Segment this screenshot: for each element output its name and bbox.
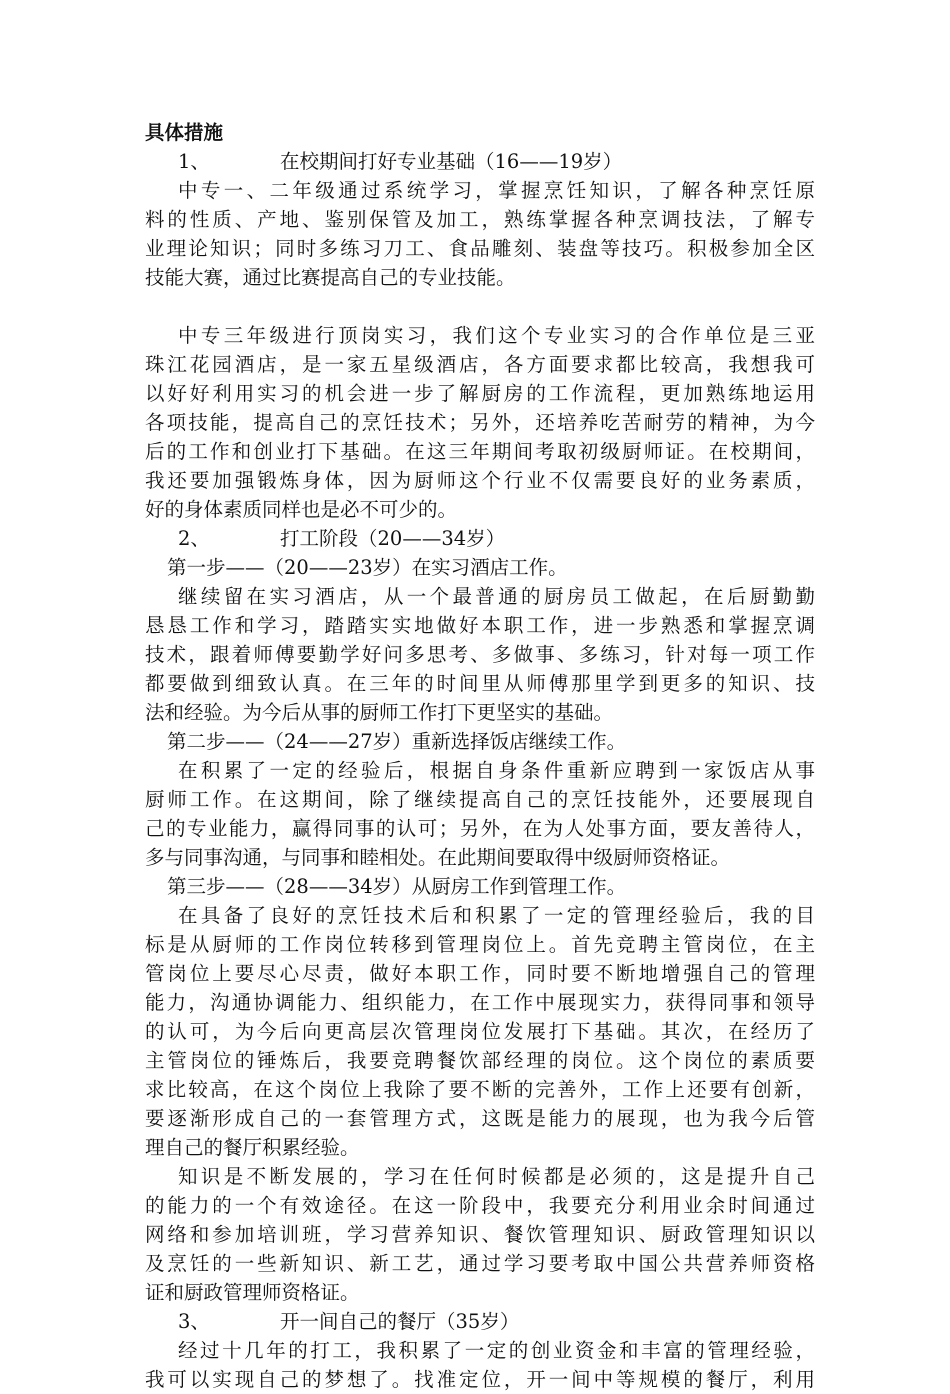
text-line: 我还要加强锻炼身体，因为厨师这个行业不仅需要良好的业务素质， [145, 469, 815, 492]
section-title: 打工阶段（20——34岁） [280, 527, 506, 550]
step-2-heading: 第二步——（24——27岁）重新选择饭店继续工作。 [167, 730, 627, 753]
section-1-heading [145, 147, 815, 176]
text-line: 料的性质、产地、鉴别保管及加工，熟练掌握各种烹调技法，了解专 [145, 208, 815, 231]
text-line: 主管岗位的锤炼后，我要竞聘餐饮部经理的岗位。这个岗位的素质要 [145, 1049, 815, 1072]
text-line: 己的专业能力，赢得同事的认可；另外，在为人处事方面，要友善待人， [145, 817, 815, 840]
section-number: 1、 [178, 150, 210, 173]
text-line: 业理论知识；同时多练习刀工、食品雕刻、装盘等技巧。积极参加全区 [145, 237, 815, 260]
text-line: 以好好利用实习的机会进一步了解厨房的工作流程，更加熟练地运用 [145, 382, 815, 405]
text-line: 管岗位上要尽心尽责，做好本职工作，同时要不断地增强自己的管理 [145, 962, 815, 985]
text-line: 好的身体素质同样也是必不可少的。 [145, 498, 458, 521]
paragraph-step-1 [145, 582, 815, 727]
text-line: 都要做到细致认真。在三年的时间里从师傅那里学到更多的知识、技 [145, 672, 815, 695]
paragraph-s1-p2 [145, 321, 815, 524]
step-3-heading: 第三步——（28——34岁）从厨房工作到管理工作。 [167, 875, 627, 898]
text-line: 中专一、二年级通过系统学习，掌握烹饪知识，了解各种烹饪原 [178, 179, 815, 202]
section-number: 3、 [178, 1310, 210, 1333]
text-line: 恳恳工作和学习，踏踏实实地做好本职工作，进一步熟悉和掌握烹调 [145, 614, 815, 637]
text-line: 经过十几年的打工，我积累了一定的创业资金和丰富的管理经验， [178, 1339, 815, 1362]
text-line: 多与同事沟通，与同事和睦相处。在此期间要取得中级厨师资格证。 [145, 846, 731, 869]
text-line: 珠江花园酒店，是一家五星级酒店，各方面要求都比较高，我想我可 [145, 353, 815, 376]
text-line: 标是从厨师的工作岗位转移到管理岗位上。首先竞聘主管岗位，在主 [145, 933, 815, 956]
heading: 具体措施 [145, 121, 224, 144]
text-line: 我可以实现自己的梦想了。找准定位，开一间中等规模的餐厅，利用 [145, 1368, 815, 1391]
text-line: 求比较高，在这个岗位上我除了要不断的完善外，工作上还要有创新， [145, 1078, 815, 1101]
text-line: 厨师工作。在这期间，除了继续提高自己的烹饪技能外，还要展现自 [145, 788, 815, 811]
paragraph-step-2 [145, 756, 815, 872]
text-line: 证和厨政管理师资格证。 [145, 1281, 360, 1304]
paragraph-s3 [145, 1336, 815, 1394]
text-line: 的能力的一个有效途径。在这一阶段中，我要充分利用业余时间通过 [145, 1194, 815, 1217]
blank-line [145, 292, 815, 321]
text-line: 在积累了一定的经验后，根据自身条件重新应聘到一家饭店从事 [178, 759, 815, 782]
section-number: 2、 [178, 527, 210, 550]
text-line: 的认可，为今后向更高层次管理岗位发展打下基础。其次，在经历了 [145, 1020, 815, 1043]
text-line: 知识是不断发展的，学习在任何时候都是必须的，这是提升自己 [178, 1165, 815, 1188]
text-line: 要逐渐形成自己的一套管理方式，这既是能力的展现，也为我今后管 [145, 1107, 815, 1130]
text-line: 法和经验。为今后从事的厨师工作打下更坚实的基础。 [145, 701, 614, 724]
text-line: 技能大赛，通过比赛提高自己的专业技能。 [145, 266, 516, 289]
text-line: 后的工作和创业打下基础。在这三年期间考取初级厨师证。在校期间， [145, 440, 815, 463]
text-line: 各项技能，提高自己的烹饪技术；另外，还培养吃苦耐劳的精神，为今 [145, 411, 815, 434]
text-line: 网络和参加培训班，学习营养知识、餐饮管理知识、厨政管理知识以 [145, 1223, 815, 1246]
text-line: 及烹饪的一些新知识、新工艺，通过学习要考取中国公共营养师资格 [145, 1252, 815, 1275]
document-body [145, 118, 815, 1394]
paragraph-knowledge [145, 1162, 815, 1307]
step-1-heading: 第一步——（20——23岁）在实习酒店工作。 [167, 556, 568, 579]
text-line: 在具备了良好的烹饪技术后和积累了一定的管理经验后，我的目 [178, 904, 815, 927]
text-line: 能力，沟通协调能力、组织能力，在工作中展现实力，获得同事和领导 [145, 991, 815, 1014]
paragraph-s1-p1 [145, 176, 815, 292]
text-line: 中专三年级进行顶岗实习，我们这个专业实习的合作单位是三亚 [178, 324, 815, 347]
section-title: 开一间自己的餐厅（35岁） [280, 1310, 520, 1333]
paragraph-step-3 [145, 901, 815, 1162]
text-line: 技术，跟着师傅要勤学好问多思考、多做事、多练习，针对每一项工作 [145, 643, 815, 666]
section-2-heading [145, 524, 815, 553]
section-3-heading [145, 1307, 815, 1336]
text-line: 继续留在实习酒店，从一个最普通的厨房员工做起，在后厨勤勤 [178, 585, 815, 608]
text-line: 理自己的餐厅积累经验。 [145, 1136, 360, 1159]
section-title: 在校期间打好专业基础（16——19岁） [280, 150, 623, 173]
